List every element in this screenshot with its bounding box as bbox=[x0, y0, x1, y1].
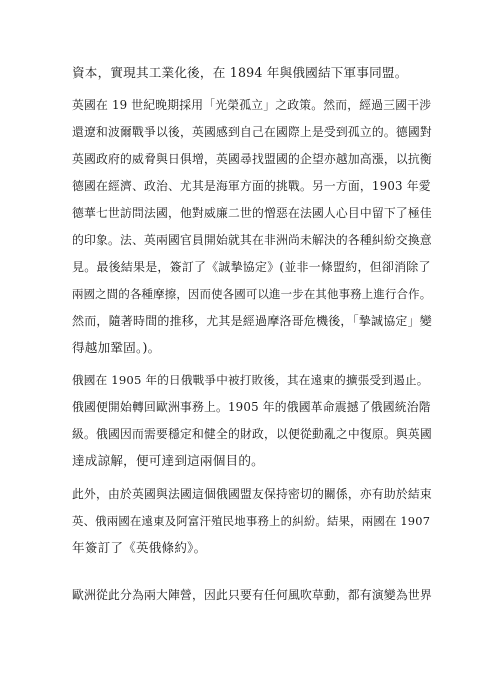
text-line: 達成諒解，便可達到這兩個目的。 bbox=[72, 453, 264, 468]
text-line: 此外，由於英國與法國這個俄國盟友保持密切的關係，亦有助於結束 bbox=[72, 487, 432, 501]
text-line: 德國在經濟、政治、尤其是海軍方面的挑戰。另一方面，1903 年愛 bbox=[72, 179, 431, 193]
text-line: 資本，實現其工業化後，在 1894 年與俄國結下軍事同盟。 bbox=[72, 65, 408, 80]
text-line: 的印象。法、英兩國官員開始就其在非洲尚未解決的各種糾紛交換意 bbox=[72, 233, 432, 247]
text-line: 年簽訂了《英俄條約》。 bbox=[72, 540, 207, 555]
text-line: 英國政府的威脅與日俱增，英國尋找盟國的企望亦越加高漲，以抗衡 bbox=[72, 152, 432, 166]
text-line: 級。俄國因而需要穩定和健全的財政，以便從動亂之中復原。與英國 bbox=[72, 427, 432, 441]
text-line: 然而，隨著時間的推移，尤其是經過摩洛哥危機後，「摯誠協定」變 bbox=[72, 314, 433, 328]
text-line: 俄國在 1905 年的日俄戰爭中被打敗後，其在遠東的擴張受到遏止。 bbox=[72, 373, 429, 387]
text-line: 得越加鞏固。)。 bbox=[72, 340, 161, 355]
text-line: 德華七世訪問法國，他對威廉二世的憎惡在法國人心目中留下了極佳 bbox=[72, 206, 432, 220]
text-line: 俄國便開始轉回歐洲事務上。1905 年的俄國革命震撼了俄國統治階 bbox=[72, 400, 431, 414]
text-line: 見。最後結果是，簽訂了《誠摯協定》(並非一條盟約，但卻消除了 bbox=[72, 260, 431, 274]
text-line: 歐洲從此分為兩大陣營，因此只要有任何風吹草動，都有演變為世界 bbox=[72, 588, 432, 602]
text-line: 英國在 19 世紀晚期採用「光榮孤立」之政策。然而，經過三國干涉 bbox=[72, 98, 432, 112]
text-line: 英、俄兩國在遠東及阿富汗殖民地事務上的糾紛。結果，兩國在 1907 bbox=[72, 514, 431, 528]
text-line: 兩國之間的各種摩擦，因而使各國可以進一步在其他事務上進行合作。 bbox=[72, 287, 432, 301]
text-line: 還遼和波爾戰爭以後，英國感到自己在國際上是受到孤立的。德國對 bbox=[72, 125, 432, 139]
